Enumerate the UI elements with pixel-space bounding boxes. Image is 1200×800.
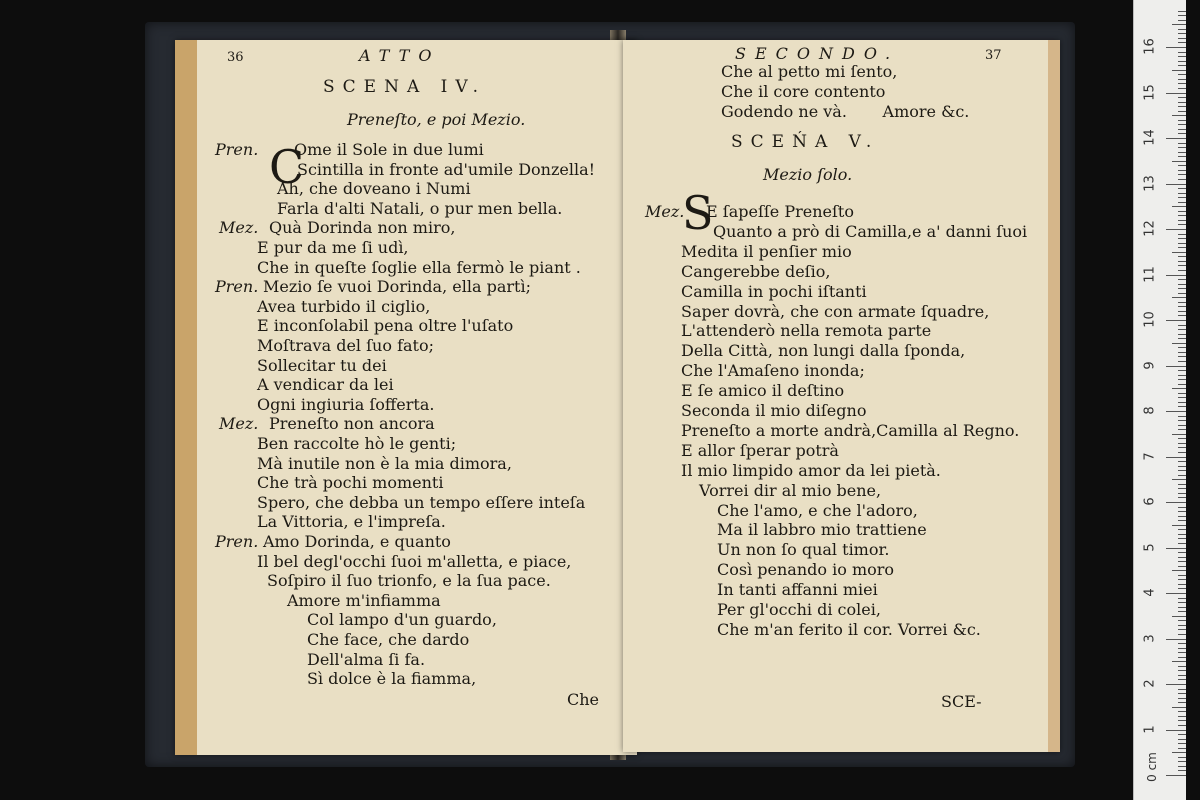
ruler-tick bbox=[1178, 648, 1186, 649]
ruler-tick bbox=[1178, 375, 1186, 376]
ruler-number: 6 bbox=[1142, 497, 1158, 506]
verse-line: Avea turbido il ciglio, bbox=[257, 296, 431, 316]
ruler-tick bbox=[1166, 366, 1186, 367]
ruler-tick bbox=[1172, 343, 1186, 344]
ruler-tick bbox=[1178, 293, 1186, 294]
ruler-number: 11 bbox=[1142, 265, 1158, 283]
ruler-tick bbox=[1178, 402, 1186, 403]
ruler-tick bbox=[1178, 88, 1186, 89]
page-number: 36 bbox=[227, 50, 244, 65]
verse-line: Ben raccolte hò le genti; bbox=[257, 434, 457, 453]
ruler-tick bbox=[1178, 302, 1186, 303]
ruler-tick bbox=[1178, 279, 1186, 280]
ruler-tick bbox=[1172, 70, 1186, 71]
page-number: 37 bbox=[985, 48, 1002, 63]
ruler-tick bbox=[1178, 447, 1186, 448]
ruler-tick bbox=[1178, 61, 1186, 62]
measuring-ruler bbox=[1133, 0, 1186, 800]
ruler-tick bbox=[1178, 147, 1186, 148]
ruler-tick bbox=[1178, 529, 1186, 530]
ruler-tick bbox=[1178, 334, 1186, 335]
verse-line: Il bel degl'occhi ſuoi m'alletta, e piace, bbox=[257, 551, 572, 571]
running-head: ATTO bbox=[359, 46, 441, 65]
scene-title: SCEŃA V. bbox=[731, 132, 880, 152]
verse-line: Godendo ne và. Amore &c. bbox=[721, 102, 970, 121]
ruler-tick bbox=[1178, 698, 1186, 699]
ruler-tick bbox=[1178, 588, 1186, 589]
ruler-tick bbox=[1178, 534, 1186, 535]
ruler-tick bbox=[1178, 174, 1186, 175]
verse-line: Che l'amo, e che l'adoro, bbox=[717, 500, 918, 520]
ruler-tick bbox=[1178, 429, 1186, 430]
ruler-tick bbox=[1178, 511, 1186, 512]
verse-line: Che in queſte ſoglie ella fermò le piant . bbox=[257, 257, 581, 277]
ruler-tick bbox=[1172, 707, 1186, 708]
verse-line: Che m'an ferito il cor. Vorrei &c. bbox=[717, 619, 981, 639]
ruler-tick bbox=[1178, 193, 1186, 194]
ruler-tick bbox=[1178, 561, 1186, 562]
left-page bbox=[175, 40, 637, 755]
ruler-tick bbox=[1178, 384, 1186, 385]
verse-line: Dell'alma ſi fa. bbox=[307, 649, 426, 669]
ruler-tick bbox=[1178, 552, 1186, 553]
verse-line: La Vittoria, e l'impreſa. bbox=[257, 512, 446, 532]
ruler-number: 12 bbox=[1142, 220, 1158, 237]
verse-line: Per gl'occhi di colei, bbox=[717, 600, 881, 619]
ruler-tick bbox=[1166, 684, 1186, 685]
ruler-tick bbox=[1178, 133, 1186, 134]
ruler-tick bbox=[1178, 179, 1186, 180]
verse-line: Quanto a prò di Camilla,e a' danni ſuoi bbox=[713, 221, 1028, 241]
verse-line: Che face, che dardo bbox=[307, 630, 470, 649]
verse-line: Amore m'infiamma bbox=[287, 590, 441, 610]
ruler-number: 2 bbox=[1142, 679, 1158, 688]
ruler-tick bbox=[1178, 288, 1186, 289]
speaker-name: Mez. bbox=[645, 202, 685, 221]
ruler-tick bbox=[1178, 466, 1186, 467]
ruler-tick bbox=[1178, 652, 1186, 653]
ruler-tick bbox=[1178, 484, 1186, 485]
speaker-name: Pren. bbox=[215, 140, 259, 159]
verse-line: E inconſolabil pena oltre l'uſato bbox=[257, 316, 514, 336]
ruler-tick bbox=[1178, 711, 1186, 712]
ruler-tick bbox=[1178, 516, 1186, 517]
ruler-tick bbox=[1178, 416, 1186, 417]
ruler-tick bbox=[1166, 229, 1186, 230]
ruler-tick bbox=[1178, 470, 1186, 471]
ruler-tick bbox=[1178, 74, 1186, 75]
ruler-tick bbox=[1178, 156, 1186, 157]
ruler-tick bbox=[1166, 275, 1186, 276]
ruler-tick bbox=[1172, 206, 1186, 207]
ruler-number: 5 bbox=[1142, 542, 1158, 552]
ruler-tick bbox=[1178, 493, 1186, 494]
ruler-tick bbox=[1178, 247, 1186, 248]
verse-line: Preneſto non ancora bbox=[269, 414, 435, 434]
ruler-tick bbox=[1166, 775, 1186, 776]
ruler-tick bbox=[1178, 170, 1186, 171]
ruler-tick bbox=[1172, 570, 1186, 571]
verse-line: Farla d'alti Natali, o pur men bella. bbox=[277, 198, 563, 218]
verse-line: Preneſto a morte andrà,Camilla al Regno. bbox=[681, 420, 1020, 440]
ruler-tick bbox=[1178, 315, 1186, 316]
ruler-tick bbox=[1166, 93, 1186, 94]
ruler-number: 13 bbox=[1142, 174, 1158, 192]
verse-line: Che trà pochi momenti bbox=[257, 473, 444, 493]
ruler-tick bbox=[1178, 102, 1186, 103]
ruler-tick bbox=[1178, 443, 1186, 444]
verse-line: A vendicar da lei bbox=[257, 375, 394, 395]
ruler-tick bbox=[1178, 261, 1186, 262]
ruler-tick bbox=[1178, 643, 1186, 644]
ruler-tick bbox=[1178, 65, 1186, 66]
verse-line: Sì dolce è la fiamma, bbox=[307, 669, 477, 689]
speaker-name: Pren. bbox=[215, 277, 259, 297]
ruler-tick bbox=[1178, 56, 1186, 57]
verse-line: Così penando io moro bbox=[717, 560, 895, 580]
verse-line: E ſapeſſe Preneſto bbox=[706, 202, 854, 221]
ruler-tick bbox=[1178, 584, 1186, 585]
ruler-tick bbox=[1178, 620, 1186, 621]
ruler-number: 7 bbox=[1142, 451, 1158, 461]
verse-line: Vorrei dir al mio bene, bbox=[699, 480, 882, 500]
scene-subtitle: Preneſto, e poi Mezio. bbox=[347, 110, 526, 129]
speaker-name: Mez. bbox=[219, 218, 259, 238]
ruler-tick bbox=[1178, 11, 1186, 12]
ruler-tick bbox=[1178, 234, 1186, 235]
ruler-tick bbox=[1178, 197, 1186, 198]
ruler-tick bbox=[1178, 720, 1186, 721]
ruler-tick bbox=[1166, 548, 1186, 549]
verse-line: Ogni ingiuria ſofferta. bbox=[257, 394, 435, 414]
ruler-tick bbox=[1178, 325, 1186, 326]
ruler-tick bbox=[1178, 311, 1186, 312]
ruler-tick bbox=[1166, 320, 1186, 321]
ruler-tick bbox=[1172, 115, 1186, 116]
ruler-tick bbox=[1166, 593, 1186, 594]
ruler-tick bbox=[1166, 639, 1186, 640]
ruler-tick bbox=[1178, 211, 1186, 212]
right-page bbox=[623, 40, 1060, 752]
ruler-tick bbox=[1178, 129, 1186, 130]
ruler-number: 1 bbox=[1142, 724, 1158, 734]
ruler-tick bbox=[1178, 352, 1186, 353]
ruler-tick bbox=[1178, 543, 1186, 544]
ruler-tick bbox=[1178, 120, 1186, 121]
verse-line: Quà Dorinda non miro, bbox=[269, 218, 456, 238]
speaker-name: Mez. bbox=[219, 414, 259, 434]
ruler-tick bbox=[1178, 165, 1186, 166]
verse-line: L'attenderò nella remota parte bbox=[681, 321, 932, 341]
ruler-tick bbox=[1178, 338, 1186, 339]
verse-line: Il mio limpido amor da lei pietà. bbox=[681, 460, 941, 480]
ruler-tick bbox=[1178, 475, 1186, 476]
ruler-tick bbox=[1178, 739, 1186, 740]
ruler-tick bbox=[1178, 657, 1186, 658]
ruler-tick bbox=[1178, 634, 1186, 635]
ruler-tick bbox=[1166, 502, 1186, 503]
ruler-tick bbox=[1178, 52, 1186, 53]
verse-line: Della Città, non lungi dalla ſponda, bbox=[681, 341, 966, 361]
ruler-tick bbox=[1178, 83, 1186, 84]
running-head: SECONDO. bbox=[735, 44, 900, 63]
verse-line: Mà inutile non è la mia dimora, bbox=[257, 453, 512, 473]
ruler-tick bbox=[1178, 406, 1186, 407]
ruler-unit-label: 0 cm bbox=[1145, 752, 1159, 782]
ruler-tick bbox=[1178, 748, 1186, 749]
ruler-number: 16 bbox=[1142, 38, 1158, 55]
ruler-tick bbox=[1178, 393, 1186, 394]
scene-title: SCENA IV. bbox=[323, 77, 487, 97]
verse-line: Camilla in pochi iſtanti bbox=[681, 281, 867, 301]
ruler-tick bbox=[1166, 457, 1186, 458]
ruler-tick bbox=[1172, 297, 1186, 298]
ruler-tick bbox=[1178, 725, 1186, 726]
ruler-tick bbox=[1178, 575, 1186, 576]
ruler-tick bbox=[1178, 361, 1186, 362]
ruler-tick bbox=[1178, 693, 1186, 694]
ruler-number: 4 bbox=[1142, 588, 1158, 597]
verse-line: Saper dovrà, che con armate ſquadre, bbox=[681, 301, 990, 321]
ruler-tick bbox=[1178, 598, 1186, 599]
ruler-tick bbox=[1166, 47, 1186, 48]
ruler-tick bbox=[1172, 388, 1186, 389]
ruler-tick bbox=[1178, 33, 1186, 34]
ruler-tick bbox=[1178, 488, 1186, 489]
ruler-tick bbox=[1178, 243, 1186, 244]
verse-line: Moſtrava del ſuo fato; bbox=[257, 336, 434, 355]
catchword: Che bbox=[567, 690, 600, 709]
ruler-tick bbox=[1172, 661, 1186, 662]
verse-line: Spero, che debba un tempo eſſere inteſa bbox=[257, 492, 586, 512]
ruler-tick bbox=[1178, 224, 1186, 225]
ruler-tick bbox=[1178, 306, 1186, 307]
ruler-tick bbox=[1178, 265, 1186, 266]
ruler-tick bbox=[1178, 347, 1186, 348]
ruler-tick bbox=[1178, 538, 1186, 539]
ruler-tick bbox=[1178, 670, 1186, 671]
ruler-tick bbox=[1178, 497, 1186, 498]
ruler-tick bbox=[1172, 24, 1186, 25]
verse-line: In tanti affanni miei bbox=[717, 580, 878, 600]
ruler-tick bbox=[1178, 675, 1186, 676]
ruler-tick bbox=[1178, 220, 1186, 221]
ruler-number: 10 bbox=[1142, 311, 1158, 328]
ruler-tick bbox=[1178, 15, 1186, 16]
ruler-tick bbox=[1178, 607, 1186, 608]
ruler-tick bbox=[1178, 566, 1186, 567]
ruler-tick bbox=[1178, 79, 1186, 80]
ruler-tick bbox=[1178, 238, 1186, 239]
ruler-tick bbox=[1172, 479, 1186, 480]
ruler-tick bbox=[1178, 679, 1186, 680]
ruler-tick bbox=[1178, 397, 1186, 398]
ruler-tick bbox=[1172, 752, 1186, 753]
ruler-tick bbox=[1172, 252, 1186, 253]
verse-line: Medita il penſier mio bbox=[681, 241, 852, 261]
ruler-tick bbox=[1172, 161, 1186, 162]
ruler-tick bbox=[1178, 124, 1186, 125]
ruler-tick bbox=[1178, 106, 1186, 107]
verse-line: Che l'Amaſeno inonda; bbox=[681, 361, 865, 381]
verse-line: Sollecitar tu dei bbox=[257, 355, 387, 375]
verse-line: E ſe amico il deſtino bbox=[681, 381, 845, 401]
catchword: SCE- bbox=[941, 692, 982, 711]
ruler-tick bbox=[1178, 143, 1186, 144]
ruler-tick bbox=[1166, 730, 1186, 731]
ruler-tick bbox=[1178, 379, 1186, 380]
ruler-tick bbox=[1178, 579, 1186, 580]
ruler-tick bbox=[1178, 629, 1186, 630]
ruler-tick bbox=[1172, 616, 1186, 617]
drop-cap: S bbox=[682, 186, 714, 240]
ruler-tick bbox=[1178, 356, 1186, 357]
ruler-tick bbox=[1166, 184, 1186, 185]
ruler-tick bbox=[1178, 284, 1186, 285]
ruler-tick bbox=[1178, 716, 1186, 717]
ruler-tick bbox=[1178, 425, 1186, 426]
ruler-tick bbox=[1178, 461, 1186, 462]
ruler-tick bbox=[1178, 743, 1186, 744]
ruler-tick bbox=[1178, 557, 1186, 558]
ruler-tick bbox=[1178, 689, 1186, 690]
ruler-tick bbox=[1178, 734, 1186, 735]
verse-line: Ma il labbro mio trattiene bbox=[717, 520, 927, 540]
ruler-tick bbox=[1178, 766, 1186, 767]
ruler-tick bbox=[1178, 20, 1186, 21]
ruler-tick bbox=[1178, 152, 1186, 153]
ruler-number: 9 bbox=[1142, 360, 1158, 370]
ruler-tick bbox=[1178, 602, 1186, 603]
ruler-tick bbox=[1178, 625, 1186, 626]
ruler-tick bbox=[1178, 42, 1186, 43]
ruler-number: 8 bbox=[1142, 406, 1158, 415]
verse-line: Soſpiro il ſuo trionfo, e la ſua pace. bbox=[267, 571, 551, 591]
ruler-tick bbox=[1178, 97, 1186, 98]
scene-subtitle: Mezio ſolo. bbox=[763, 165, 853, 184]
verse-line: Che il core contento bbox=[721, 82, 886, 101]
ruler-tick bbox=[1166, 138, 1186, 139]
ruler-tick bbox=[1172, 434, 1186, 435]
ruler-tick bbox=[1178, 611, 1186, 612]
ruler-tick bbox=[1178, 188, 1186, 189]
ruler-tick bbox=[1178, 520, 1186, 521]
ruler-tick bbox=[1178, 29, 1186, 30]
ruler-tick bbox=[1178, 507, 1186, 508]
ruler-tick bbox=[1178, 329, 1186, 330]
ruler-tick bbox=[1166, 411, 1186, 412]
drop-cap: C bbox=[269, 140, 305, 194]
ruler-tick bbox=[1178, 438, 1186, 439]
ruler-tick bbox=[1178, 202, 1186, 203]
ruler-tick bbox=[1178, 256, 1186, 257]
ruler-tick bbox=[1178, 38, 1186, 39]
ruler-tick bbox=[1178, 270, 1186, 271]
ruler-number: 14 bbox=[1142, 129, 1158, 146]
verse-line: Seconda il mio diſegno bbox=[681, 401, 867, 420]
verse-line: Amo Dorinda, e quanto bbox=[263, 532, 451, 551]
verse-line: Cangerebbe deſio, bbox=[681, 261, 831, 281]
ruler-number: 15 bbox=[1142, 83, 1158, 101]
verse-line: Che al petto mi ſento, bbox=[721, 62, 898, 81]
ruler-tick bbox=[1178, 420, 1186, 421]
speaker-name: Pren. bbox=[215, 532, 259, 551]
verse-line: E pur da me ſi udì, bbox=[257, 238, 409, 257]
ruler-tick bbox=[1172, 525, 1186, 526]
verse-line: Col lampo d'un guardo, bbox=[307, 610, 497, 630]
verse-line: Mezio ſe vuoi Dorinda, ella partì; bbox=[263, 277, 531, 297]
verse-line: Ah, che doveano i Numi bbox=[277, 179, 471, 199]
verse-line: Un non ſo qual timor. bbox=[717, 540, 890, 560]
ruler-tick bbox=[1178, 757, 1186, 758]
ruler-tick bbox=[1178, 370, 1186, 371]
verse-line: Ome il Sole in due lumi bbox=[294, 140, 484, 159]
ruler-tick bbox=[1178, 702, 1186, 703]
ruler-tick bbox=[1178, 761, 1186, 762]
ruler-tick bbox=[1178, 111, 1186, 112]
ruler-number: 3 bbox=[1142, 633, 1158, 643]
ruler-tick bbox=[1178, 215, 1186, 216]
verse-line: Scintilla in fronte ad'umile Donzella! bbox=[297, 159, 596, 179]
verse-line: E allor ſperar potrà bbox=[681, 440, 839, 460]
ruler-tick bbox=[1178, 666, 1186, 667]
ruler-tick bbox=[1178, 770, 1186, 771]
ruler-tick bbox=[1178, 452, 1186, 453]
